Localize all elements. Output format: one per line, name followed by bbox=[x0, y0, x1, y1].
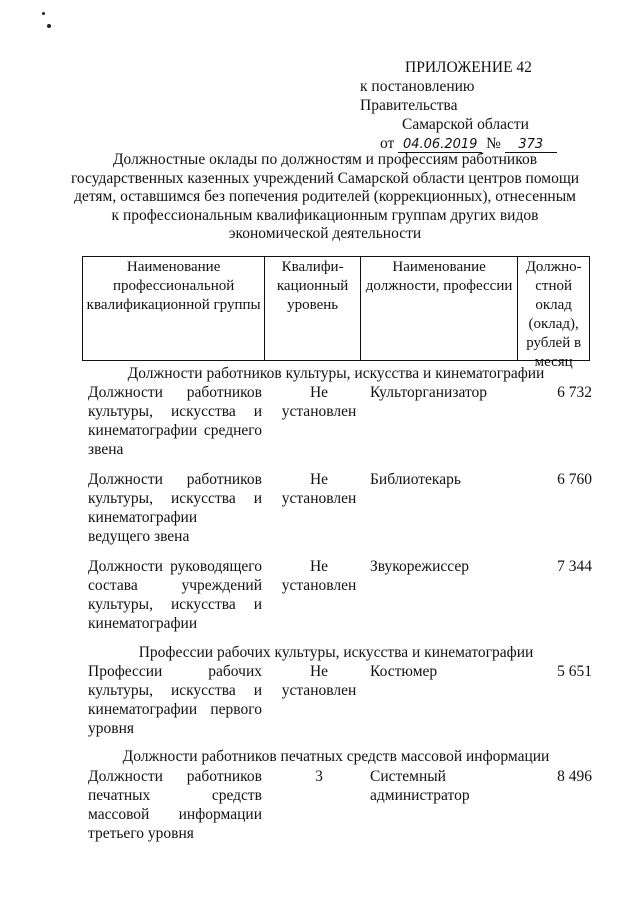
header-salary: Должно-стной оклад (оклад), рублей в месяц bbox=[525, 259, 582, 370]
document-title: Должностные оклады по должностям и профессиям работников государственных казенных учреждений Самарской области центров помощи детям, оставшимся без попечения родителей (коррекционных), отнесенным к профессиональным квалификационным группам других видов экономической деятельности bbox=[70, 151, 580, 242]
position-cell: Костюмер bbox=[370, 663, 438, 680]
level-cell: 3 bbox=[315, 768, 323, 785]
position-cell: Библиотекарь bbox=[370, 471, 461, 488]
salary-cell: 8 496 bbox=[557, 768, 592, 785]
level-cell: Не установлен bbox=[281, 471, 357, 507]
position-cell: Звукорежиссер bbox=[370, 558, 470, 575]
section-title: Должности работников печатных средств массовой информации bbox=[122, 748, 550, 765]
appendix-title: ПРИЛОЖЕНИЕ 42 bbox=[405, 59, 532, 76]
number-label: № bbox=[486, 135, 501, 152]
level-cell: Не установлен bbox=[281, 384, 357, 420]
handwritten-number: 373 bbox=[505, 137, 557, 153]
group-name-cell: Должности руководящего состава учреждений культуры, искусства и кинематографии bbox=[88, 558, 262, 632]
scan-speck-marks bbox=[40, 10, 54, 34]
group-name-cell: Должности работников культуры, искусства и кинематографии среднего звена bbox=[88, 384, 262, 458]
salary-cell: 7 344 bbox=[557, 558, 592, 575]
header-position-name: Наименование должности, профессии bbox=[361, 257, 518, 360]
date-prefix: от bbox=[380, 135, 395, 152]
handwritten-date: 04.06.2019 bbox=[398, 137, 482, 153]
group-name-cell: Должности работников печатных средств массовой информации третьего уровня bbox=[88, 768, 262, 842]
appendix-resolution-line: к постановлению Правительства bbox=[360, 78, 475, 114]
appendix-region-line: Самарской области bbox=[402, 116, 529, 133]
appendix-header bbox=[360, 58, 570, 153]
header-qualification-level: Квалифи-кационный уровень bbox=[265, 257, 361, 360]
salary-cell: 5 651 bbox=[557, 663, 592, 680]
level-cell: Не установлен bbox=[281, 558, 357, 594]
position-cell: Культорганизатор bbox=[370, 384, 488, 401]
group-name-cell: Профессии рабочих культуры, искусства и кинематографии первого уровня bbox=[88, 663, 262, 737]
header-group-name: Наименование профессиональной квалификационной группы bbox=[83, 257, 265, 360]
group-name-cell: Должности работников культуры, искусства и кинематографии ведущего звена bbox=[88, 471, 262, 545]
level-cell: Не установлен bbox=[281, 663, 357, 699]
position-cell: Системный администратор bbox=[370, 768, 470, 804]
salary-cell: 6 760 bbox=[557, 471, 592, 488]
section-title: Профессии рабочих культуры, искусства и кинематографии bbox=[138, 644, 534, 661]
salary-cell: 6 732 bbox=[557, 384, 592, 401]
section-title: Должности работников культуры, искусства и кинематографии bbox=[127, 365, 545, 382]
table-header bbox=[82, 256, 590, 370]
